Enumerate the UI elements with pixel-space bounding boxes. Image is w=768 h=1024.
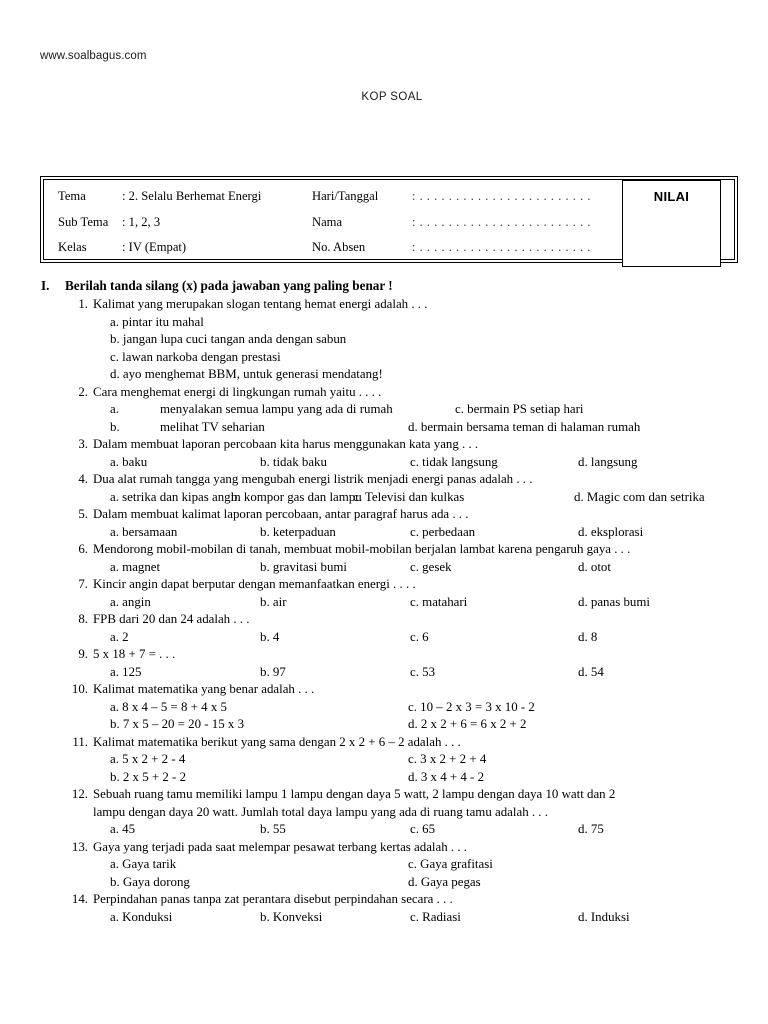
option-row — [0, 524, 768, 542]
option-b[interactable]: b. jangan lupa cuci tangan anda dengan sabun — [110, 332, 347, 346]
question-block — [0, 681, 768, 734]
option-c[interactable]: c. gesek — [410, 559, 452, 574]
option-c[interactable]: c. 3 x 2 + 2 + 4 — [408, 752, 487, 766]
option-d[interactable]: d. 3 x 4 + 4 - 2 — [408, 769, 485, 784]
question-text: 1. Kalimat yang merupakan slogan tentang hemat energi adalah . . . — [0, 296, 768, 314]
option-d[interactable]: d. Gaya pegas — [408, 874, 481, 889]
option-a[interactable]: a. setrika dan kipas angin — [110, 489, 241, 504]
identity-label-haritanggal: Hari/Tanggal — [312, 189, 379, 203]
identity-label-subtema: Sub Tema — [58, 215, 109, 229]
option-b[interactable]: b. 55 — [260, 822, 286, 836]
option-c[interactable]: c. lawan narkoba dengan prestasi — [110, 349, 281, 364]
kop-soal-title: KOP SOAL — [361, 91, 423, 103]
question-number: 1. — [78, 297, 88, 311]
option-b[interactable]: b. kompor gas dan lampu — [231, 489, 362, 504]
option-d[interactable]: d. eksplorasi — [578, 524, 644, 539]
question-block — [0, 506, 768, 541]
option-c[interactable]: c. 65 — [410, 822, 436, 836]
identity-value-kelas: : IV (Empat) — [122, 240, 187, 254]
question-number: 6. — [78, 542, 88, 556]
option-b[interactable]: b. Konveksi — [260, 909, 323, 924]
question-number: 8. — [78, 612, 88, 626]
option-d[interactable]: d. otot — [578, 559, 611, 574]
option-d[interactable]: d. 8 — [578, 629, 598, 644]
identity-label-noabsen: No. Absen — [312, 240, 366, 254]
question-text: 2. Cara menghemat energi di lingkungan rumah yaitu . . . . — [0, 384, 768, 402]
option-row — [0, 454, 768, 472]
identity-value-subtema: : 1, 2, 3 — [122, 215, 161, 229]
section-heading — [41, 278, 393, 294]
option-c[interactable]: c. Radiasi — [410, 909, 461, 924]
option-a[interactable]: a. Gaya tarik — [110, 857, 177, 871]
option-a[interactable]: a. 5 x 2 + 2 - 4 — [110, 752, 186, 766]
option-a[interactable]: a. angin — [110, 594, 151, 609]
question-text: 14. Perpindahan panas tanpa zat perantara disebut perpindahan secara . . . — [0, 891, 768, 909]
question-number: 5. — [78, 507, 88, 521]
option-row — [0, 856, 768, 874]
option-c[interactable]: c. 10 – 2 x 3 = 3 x 10 - 2 — [408, 699, 535, 714]
option-d[interactable]: d. Magic com dan setrika — [574, 489, 705, 504]
option-row — [0, 874, 768, 892]
option-a[interactable]: a. baku — [110, 454, 148, 469]
nilai-label: NILAI — [653, 189, 690, 204]
question-text: 5. Dalam membuat kalimat laporan percobaan, antar paragraf harus ada . . . — [0, 506, 768, 524]
option-d[interactable]: d. panas bumi — [578, 594, 650, 609]
question-block — [0, 646, 768, 681]
option-row — [0, 699, 768, 717]
question-text: 4. Dua alat rumah tangga yang mengubah energi listrik menjadi energi panas adalah . . . — [0, 471, 768, 489]
option-row — [0, 401, 768, 419]
identity-field-noabsen[interactable]: : . . . . . . . . . . . . . . . . . . . . . . . . — [412, 240, 592, 254]
question-block — [0, 471, 768, 506]
question-block — [0, 891, 768, 926]
question-number: 4. — [78, 472, 88, 486]
question-text: 6. Mendorong mobil-mobilan di tanah, membuat mobil-mobilan berjalan lambat karena pengaruh gaya . . . — [0, 541, 768, 559]
question-block — [0, 839, 768, 892]
question-block — [0, 576, 768, 611]
question-number: 14. — [71, 892, 88, 906]
option-d[interactable]: d. 54 — [578, 664, 604, 679]
option-c[interactable]: c. bermain PS setiap hari — [455, 402, 584, 416]
option-row — [0, 419, 768, 437]
option-a-text[interactable]: menyalakan semua lampu yang ada di rumah — [160, 402, 393, 416]
question-number: 9. — [78, 647, 88, 661]
nilai-box[interactable] — [622, 180, 721, 267]
option-row — [0, 594, 768, 612]
question-block — [0, 786, 768, 839]
question-text: 12. Sebuah ruang tamu memiliki lampu 1 lampu dengan daya 5 watt, 2 lampu dengan daya 10 watt dan 2 — [0, 786, 768, 804]
question-block — [0, 296, 768, 384]
question-text: 3. Dalam membuat laporan percobaan kita harus menggunakan kata yang . . . — [0, 436, 768, 454]
option-b[interactable]: b. tidak baku — [260, 454, 327, 469]
option-row — [0, 821, 768, 839]
question-text: 13. Gaya yang terjadi pada saat melempar pesawat terbang kertas adalah . . . — [0, 839, 768, 857]
option-a[interactable]: a. 125 — [110, 664, 142, 679]
option-c[interactable]: c. Televisi dan kulkas — [353, 489, 465, 504]
option-c[interactable]: c. tidak langsung — [410, 454, 498, 469]
option-d[interactable]: d. Induksi — [578, 909, 630, 924]
question-text: 8. FPB dari 20 dan 24 adalah . . . — [0, 611, 768, 629]
identity-label-tema: Tema — [58, 189, 86, 203]
identity-field-haritanggal[interactable]: : . . . . . . . . . . . . . . . . . . . . . . . . — [412, 189, 592, 203]
option-d[interactable]: d. bermain bersama teman di halaman rumah — [408, 419, 641, 434]
question-number: 7. — [78, 577, 88, 591]
section-title: Berilah tanda silang (x) pada jawaban yang paling benar ! — [65, 278, 393, 293]
question-number: 13. — [71, 839, 88, 854]
option-row — [0, 489, 768, 507]
questions-list — [0, 296, 768, 926]
question-block — [0, 384, 768, 437]
option-row — [0, 716, 768, 734]
question-number: 3. — [78, 437, 88, 451]
question-block — [0, 734, 768, 787]
question-block — [0, 611, 768, 646]
question-text: 11. Kalimat matematika berikut yang sama dengan 2 x 2 + 6 – 2 adalah . . . — [0, 734, 768, 752]
option-d[interactable]: d. 2 x 2 + 6 = 6 x 2 + 2 — [408, 717, 527, 731]
site-url: www.soalbagus.com — [40, 50, 147, 62]
option-b-label[interactable]: b. — [110, 419, 120, 434]
question-block — [0, 436, 768, 471]
option-a[interactable]: a. 8 x 4 – 5 = 8 + 4 x 5 — [110, 699, 227, 714]
option-d[interactable]: d. langsung — [578, 454, 638, 469]
option-b-text[interactable]: melihat TV seharian — [160, 419, 265, 434]
question-text: 9. 5 x 18 + 7 = . . . — [0, 646, 768, 664]
option-b[interactable]: b. Gaya dorong — [110, 874, 190, 889]
question-number: 2. — [78, 384, 88, 399]
option-row — [0, 909, 768, 927]
identity-value-tema: : 2. Selalu Berhemat Energi — [122, 189, 262, 203]
question-text-continued: lampu dengan daya 20 watt. Jumlah total daya lampu yang ada di ruang tamu adalah . . . — [93, 804, 548, 819]
option-row — [0, 559, 768, 577]
question-number: 10. — [71, 682, 88, 696]
option-d[interactable]: d. ayo menghemat BBM, untuk generasi mendatang! — [110, 367, 383, 381]
option-row — [0, 629, 768, 647]
option-a[interactable]: a. 2 — [110, 629, 129, 644]
option-c[interactable]: c. perbedaan — [410, 524, 476, 539]
option-c[interactable]: c. 53 — [410, 664, 436, 679]
question-text: 10. Kalimat matematika yang benar adalah . . . — [0, 681, 768, 699]
identity-label-kelas: Kelas — [58, 240, 87, 254]
option-b[interactable]: b. keterpaduan — [260, 524, 336, 539]
option-c[interactable]: c. matahari — [410, 594, 468, 609]
question-number: 12. — [71, 787, 88, 801]
option-b[interactable]: b. 97 — [260, 664, 286, 679]
option-b[interactable]: b. 4 — [260, 629, 280, 644]
option-c[interactable]: c. 6 — [410, 629, 429, 644]
option-a[interactable]: a. 45 — [110, 822, 136, 836]
identity-field-nama[interactable]: : . . . . . . . . . . . . . . . . . . . . . . . . — [412, 215, 592, 229]
option-row — [0, 751, 768, 769]
option-d[interactable]: d. 75 — [578, 822, 604, 836]
option-a[interactable]: a. magnet — [110, 559, 161, 574]
option-b[interactable]: b. 2 x 5 + 2 - 2 — [110, 769, 187, 784]
option-b[interactable]: b. gravitasi bumi — [260, 559, 347, 574]
option-b[interactable]: b. air — [260, 594, 287, 609]
option-c[interactable]: c. Gaya grafitasi — [408, 857, 493, 871]
option-b[interactable]: b. 7 x 5 – 20 = 20 - 15 x 3 — [110, 717, 245, 731]
question-block — [0, 541, 768, 576]
question-text: 7. Kincir angin dapat berputar dengan memanfaatkan energi . . . . — [0, 576, 768, 594]
identity-label-nama: Nama — [312, 215, 343, 229]
option-row — [0, 664, 768, 682]
question-number: 11. — [72, 734, 88, 749]
option-a[interactable]: a. Konduksi — [110, 909, 173, 924]
section-roman-numeral: I. — [41, 278, 50, 293]
option-a[interactable]: a. bersamaan — [110, 524, 178, 539]
option-a[interactable]: a. pintar itu mahal — [110, 314, 204, 329]
option-row — [0, 769, 768, 787]
option-a-label[interactable]: a. — [110, 402, 119, 416]
